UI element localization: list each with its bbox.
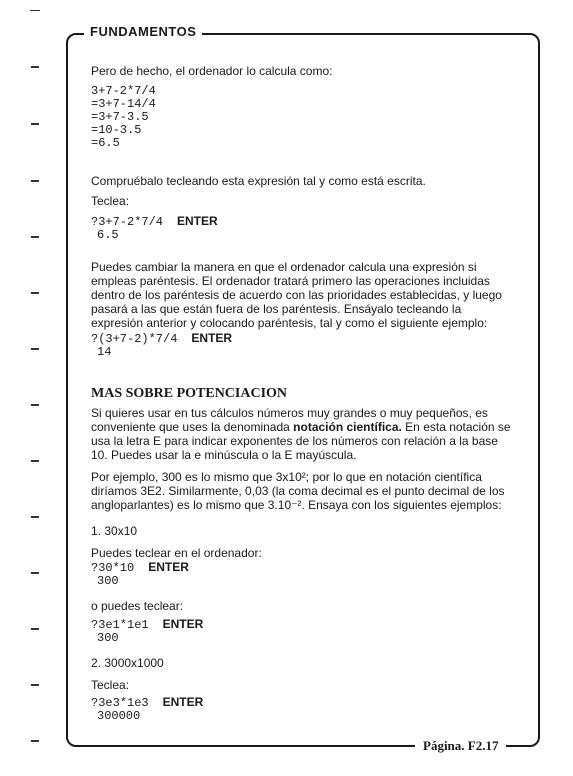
example-1-intro: Puedes teclear en el ordenador: bbox=[91, 546, 262, 560]
command-block bbox=[91, 561, 516, 588]
command-line bbox=[91, 561, 516, 575]
margin-tick bbox=[31, 404, 39, 406]
command-block bbox=[91, 215, 516, 242]
command-result: 300000 bbox=[97, 709, 141, 723]
teclea-label: Teclea: bbox=[91, 678, 130, 692]
enter-key-label: ENTER bbox=[148, 560, 189, 574]
sci-term: notación científica. bbox=[293, 420, 402, 434]
calc-step: =10-3.5 bbox=[91, 123, 142, 137]
intro-text: Pero de hecho, el ordenador lo calcula como: bbox=[91, 64, 333, 78]
margin-tick bbox=[31, 628, 39, 630]
command-line bbox=[91, 332, 516, 346]
margin-tick bbox=[31, 123, 39, 125]
page-number: Página. F2.17 bbox=[415, 738, 506, 754]
calc-step: =3+7-3.5 bbox=[91, 110, 149, 124]
command-text: ?(3+7-2)*7/4 bbox=[91, 332, 178, 346]
enter-key-label: ENTER bbox=[177, 214, 218, 228]
margin-tick bbox=[31, 684, 39, 686]
command-block bbox=[91, 618, 516, 645]
margin-tick bbox=[31, 292, 39, 294]
example-paragraph: Por ejemplo, 300 es lo mismo que 3x10²; por lo que en notación científica diríamos 3E2. Similarmente, 0,03 (la coma decimal es el punto decimal de los angloparlantes) es lo mismo que 3.10⁻². Ensaya con los siguientes ejemplos: bbox=[91, 470, 505, 512]
margin-tick bbox=[31, 180, 39, 182]
margin-tick bbox=[30, 10, 40, 11]
command-line bbox=[91, 618, 516, 632]
command-block bbox=[91, 696, 516, 723]
example-2-label: 2. 3000x1000 bbox=[91, 656, 164, 670]
command-text: ?3e1*1e1 bbox=[91, 618, 149, 632]
command-result: 300 bbox=[97, 574, 119, 588]
command-text: ?3e3*1e3 bbox=[91, 696, 149, 710]
margin-tick bbox=[31, 460, 39, 462]
command-result: 300 bbox=[97, 631, 119, 645]
calc-steps bbox=[91, 85, 516, 150]
calc-step: 3+7-2*7/4 bbox=[91, 84, 156, 98]
check-text: Compruébalo tecleando esta expresión tal y como está escrita. bbox=[91, 174, 426, 188]
sci-text-after: En esta notación se usa la letra E para indicar exponentes de los números con relación a la base 10. Puedes usar la e minúscula o la E mayúscula. bbox=[91, 420, 511, 462]
margin-tick bbox=[31, 572, 39, 574]
page-header-title: FUNDAMENTOS bbox=[84, 24, 202, 39]
margin-tick bbox=[31, 740, 39, 742]
command-line bbox=[91, 215, 516, 229]
scientific-notation-paragraph bbox=[91, 406, 511, 462]
margin-tick bbox=[31, 66, 39, 68]
margin-tick bbox=[31, 348, 39, 350]
enter-key-label: ENTER bbox=[162, 617, 204, 631]
sci-text-before: Si quieres usar en tus cálculos números muy grandes o muy pequeños, es conveniente que uses la denominada bbox=[91, 406, 488, 434]
or-text: o puedes teclear: bbox=[91, 599, 184, 613]
page-content bbox=[91, 64, 516, 723]
teclea-label: Teclea: bbox=[91, 194, 130, 208]
margin-tick bbox=[31, 516, 39, 518]
command-line bbox=[91, 696, 516, 710]
enter-key-label: ENTER bbox=[162, 695, 204, 709]
margin-tick bbox=[31, 236, 39, 238]
calc-step: =6.5 bbox=[91, 136, 120, 150]
calc-step: =3+7-14/4 bbox=[91, 97, 156, 111]
command-text: ?30*10 bbox=[91, 561, 135, 575]
command-block bbox=[91, 332, 516, 359]
enter-key-label: ENTER bbox=[191, 331, 233, 345]
example-1-label: 1. 30x10 bbox=[91, 524, 138, 538]
command-text: ?3+7-2*7/4 bbox=[91, 215, 164, 229]
command-result: 14 bbox=[97, 345, 112, 359]
section-title: MAS SOBRE POTENCIACION bbox=[91, 386, 288, 401]
command-result: 6.5 bbox=[97, 228, 119, 242]
parentheses-paragraph: Puedes cambiar la manera en que el ordenador calcula una expresión si empleas paréntesis. El ordenador tratará primero las operaciones incluidas dentro de los paréntesis de acuerdo con las prioridades establecidas, y luego pasará a las que están fuera de los paréntesis. Ensáyalo tecleando la expresión anterior y colocando paréntesis, tal y como el siguiente ejemplo: bbox=[91, 260, 502, 330]
